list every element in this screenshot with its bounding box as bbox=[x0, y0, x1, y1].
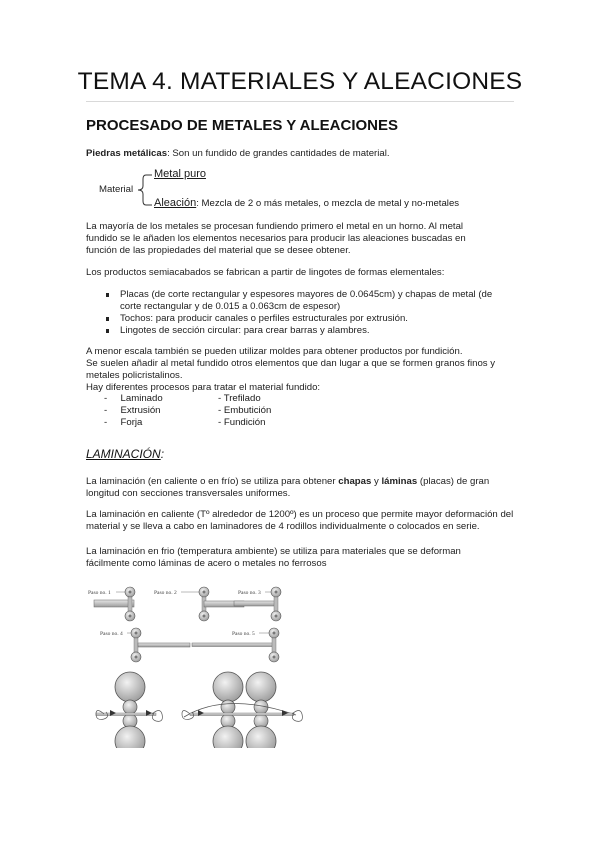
lam-p1-line-2: longitud con secciones transversales uniformes. bbox=[86, 488, 291, 499]
aleacion-label: Aleación bbox=[154, 197, 197, 209]
piedras-line bbox=[86, 148, 390, 160]
intro-line-2: fundido se le añaden los elementos necesarios para producir las aleaciones buscadas en bbox=[86, 233, 466, 244]
title-divider bbox=[86, 101, 514, 102]
lam-p1-line-1: La laminación (en caliente o en frío) se utiliza para obtener chapas y láminas (placas) de gran bbox=[86, 476, 490, 487]
piedras-text: : Son un fundido de grandes cantidades de material. bbox=[167, 148, 390, 159]
lam-p2-line-2: material y se lleva a cabo en laminadores de 4 rodillos individualmente o colocados en serie. bbox=[86, 521, 480, 532]
semiacabados-paragraph: Los productos semiacabados se fabrican a partir de lingotes de formas elementales: bbox=[86, 267, 445, 278]
pass-label-2: Paso no. 2 bbox=[154, 590, 177, 596]
lam-p3-line-1: La laminación en frio (temperatura ambiente) se utiliza para materiales que se deforman bbox=[86, 546, 461, 557]
list-item: Tochos: para producir canales o perfiles estructurales por extrusión. bbox=[104, 313, 524, 325]
list-item bbox=[104, 289, 524, 313]
fundicion-line-1: A menor escala también se pueden utilizar moldes para obtener productos por fundición. bbox=[86, 346, 463, 357]
intro-line-1: La mayoría de los metales se procesan fundiendo primero el metal en un horno. Al metal bbox=[86, 221, 464, 232]
list-item: Lingotes de sección circular: para crear barras y alambres. bbox=[104, 325, 524, 337]
material-root: Material bbox=[99, 184, 134, 195]
pass-label-1: Paso no. 1 bbox=[88, 590, 111, 596]
pass-label-4: Paso no. 4 bbox=[100, 631, 123, 637]
aleacion-text: : Mezcla de 2 o más metales, o mezcla de metal y no-metales bbox=[196, 198, 460, 209]
laminacion-paragraph-3 bbox=[86, 546, 461, 570]
aleacion-line bbox=[154, 197, 459, 209]
list-item: - Trefilado bbox=[218, 393, 261, 404]
pass-5 bbox=[192, 628, 279, 662]
intro-paragraph bbox=[86, 221, 466, 257]
pass-label-3: Paso no. 3 bbox=[238, 590, 261, 596]
list-item: - Extrusión bbox=[104, 405, 161, 416]
fundicion-line-4: Hay diferentes procesos para tratar el material fundido: bbox=[86, 382, 321, 393]
piedras-label: Piedras metálicas bbox=[86, 148, 168, 159]
fundicion-line-2: Se suelen añadir al metal fundido otros elementos que dan lugar a que se formen granos finos y bbox=[86, 358, 496, 369]
laminacion-paragraph-2 bbox=[86, 509, 513, 533]
laminacion-heading: LAMINACIÓN: bbox=[86, 447, 165, 461]
pass-label-5: Paso no. 5 bbox=[232, 631, 255, 637]
pass-3 bbox=[234, 587, 281, 621]
bullet-1-line-1: Placas (de corte rectangular y espesores mayores de 0.0645cm) y chapas de metal (de bbox=[120, 289, 493, 300]
rolling-mill-figure bbox=[86, 583, 518, 748]
processes-left bbox=[104, 393, 163, 429]
fundicion-line-3: metales policristalinos. bbox=[86, 370, 183, 381]
four-high-mill-tandem bbox=[182, 672, 302, 748]
list-item: - Embutición bbox=[218, 405, 272, 416]
laminacion-paragraph-1 bbox=[86, 476, 489, 500]
list-item: - Forja bbox=[104, 417, 143, 428]
page-title: TEMA 4. MATERIALES Y ALEACIONES bbox=[77, 68, 523, 95]
fundicion-paragraph bbox=[86, 346, 495, 394]
section-title: PROCESADO DE METALES Y ALEACIONES bbox=[86, 117, 398, 134]
lam-p3-line-2: fácilmente como láminas de acero o metales no ferrosos bbox=[86, 558, 327, 569]
lam-p2-line-1: La laminación en caliente (Tº alrededor de 1200º) es un proceso que permite mayor deformación del bbox=[86, 509, 514, 520]
metal-puro: Metal puro bbox=[154, 168, 206, 180]
four-high-mill-single bbox=[96, 672, 162, 748]
material-brace bbox=[134, 170, 154, 210]
processes-right bbox=[218, 393, 271, 429]
intro-line-3: función de las propiedades del material que se desee obtener. bbox=[86, 245, 351, 256]
bullet-1-line-2: corte rectangular y de 0.015 a 0.063cm de espesor) bbox=[120, 301, 341, 312]
pass-1 bbox=[88, 587, 135, 621]
bullet-list bbox=[104, 289, 524, 337]
pass-4 bbox=[100, 628, 190, 662]
list-item: - Fundición bbox=[218, 417, 266, 428]
pass-2 bbox=[154, 587, 244, 621]
list-item: - Laminado bbox=[104, 393, 163, 404]
